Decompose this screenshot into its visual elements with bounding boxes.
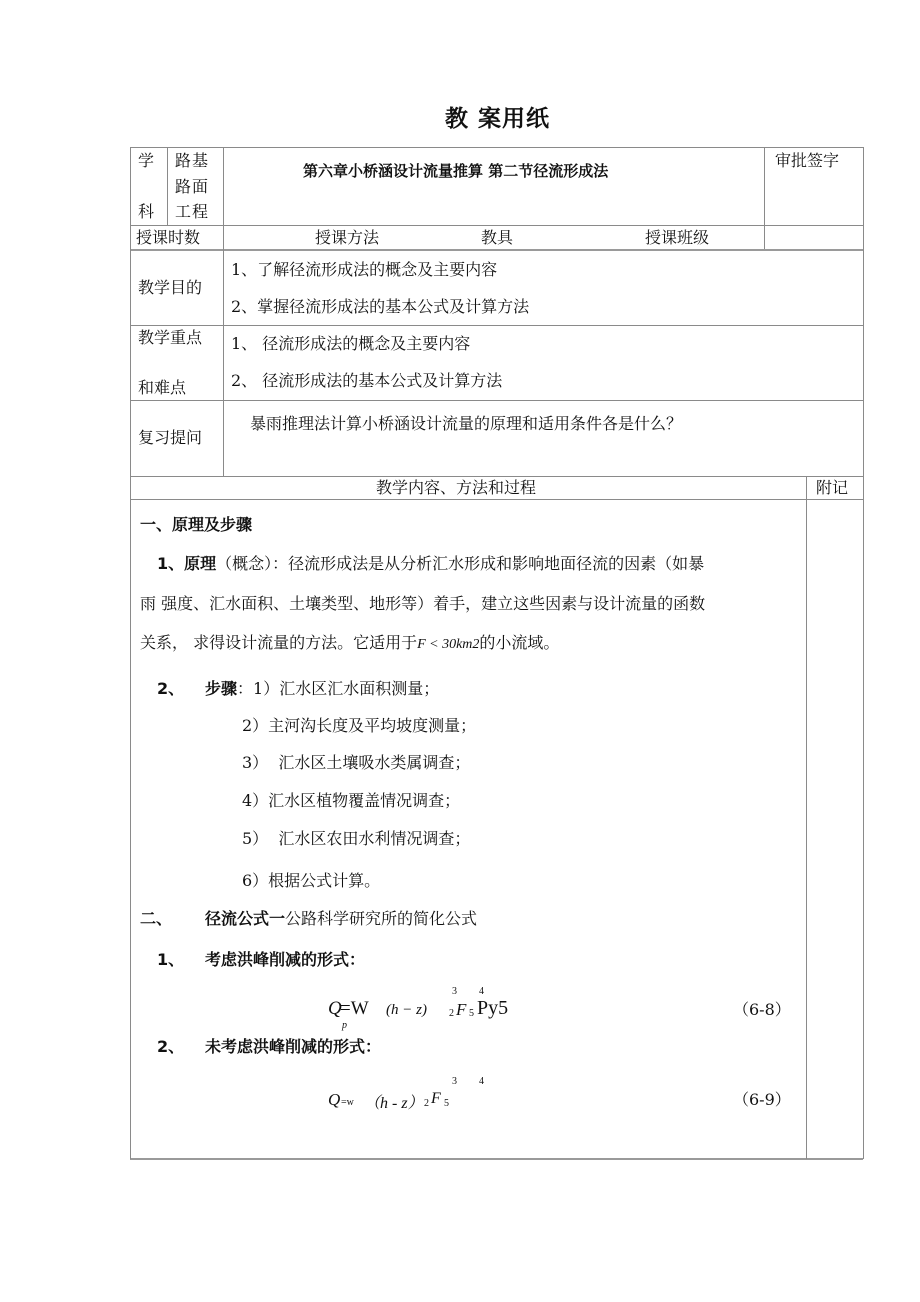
formula2-h-minus-z: （h - z）	[364, 1095, 424, 1112]
principle-text-3a: 关系， 求得设计流量的方法。它适用于	[140, 633, 418, 652]
keypoints-label-bottom: 和难点	[138, 378, 187, 397]
subject-value-line-2: 路面	[175, 177, 210, 196]
steps-num: 2、	[157, 679, 185, 698]
principle-text-1: （概念）：径流形成法是从分析汇水形成和影响地面径流的因素（如暴	[216, 554, 705, 573]
formula-sup-4: 4	[479, 986, 484, 997]
formula-sup-3: 3	[452, 986, 457, 997]
keypoints-label-top: 教学重点	[138, 328, 203, 347]
lesson-topic: 第六章小桥涵设计流量推算 第二节径流形成法	[303, 162, 609, 180]
row-divider-content	[130, 499, 863, 500]
section2-title	[205, 909, 477, 929]
section2-num: 二、	[140, 909, 173, 928]
principle-line-1	[157, 554, 704, 574]
class-label: 授课班级	[645, 228, 710, 247]
formula2-sup-3: 3	[452, 1076, 457, 1087]
formula-subscript-p: p	[342, 1020, 347, 1031]
subject-value-line-3: 工程	[175, 202, 210, 221]
objective-item-2: 2、掌握径流形成法的基本公式及计算方法	[231, 297, 530, 316]
row-divider-keypoints	[130, 325, 863, 326]
review-question: 暴雨推理法计算小桥涵设计流量的原理和适用条件各是什么？	[250, 414, 683, 433]
formula-h-minus-z: (h − z)	[386, 1002, 427, 1018]
section2-bold: 径流公式一	[205, 909, 286, 928]
step-4: 4）汇水区植物覆盖情况调查；	[242, 791, 461, 810]
principle-text-3b: 的小流域。	[479, 633, 560, 652]
row-divider-info	[130, 225, 863, 226]
col-divider-approval	[764, 147, 765, 249]
col-divider-label	[223, 147, 224, 476]
objective-item-1: 1、了解径流形成法的概念及主要内容	[231, 260, 498, 279]
form2-title: 未考虑洪峰削减的形式：	[205, 1037, 382, 1056]
step-2: 2）主河沟长度及平均坡度测量；	[242, 716, 477, 735]
keypoint-item-1: 1、 径流形成法的概念及主要内容	[231, 334, 471, 353]
method-label: 授课方法	[315, 228, 380, 247]
formula-py5: Py5	[477, 997, 509, 1019]
subject-label-bottom: 科	[138, 202, 155, 221]
col-divider-notes	[806, 476, 807, 1159]
form1-title: 考虑洪峰削减的形式：	[205, 950, 366, 969]
row-divider-content-header	[130, 476, 863, 477]
review-label: 复习提问	[138, 428, 203, 447]
table-border-left	[130, 147, 131, 1159]
table-border-bottom	[130, 1158, 863, 1160]
section2-rest: 公路科学研究所的简化公式	[285, 909, 478, 928]
table-border-top	[130, 147, 863, 148]
approval-label: 审批签字	[775, 151, 840, 170]
hours-label: 授课时数	[136, 228, 201, 247]
area-condition-math: F < 30km2	[417, 637, 480, 652]
content-header-label: 教学内容、方法和过程	[376, 478, 537, 497]
section1-title: 一、原理及步骤	[140, 515, 253, 534]
step-1: ：1）汇水区汇水面积测量；	[237, 679, 440, 698]
notes-label: 附记	[816, 478, 849, 497]
step-3: 3） 汇水区土壤吸水类属调查；	[242, 753, 471, 772]
table-border-right	[863, 147, 864, 1159]
principle-num: 1、	[157, 554, 185, 573]
subject-value-line-1: 路基	[175, 151, 210, 170]
formula2-eq-w: =w	[341, 1097, 354, 1108]
steps-bold: 步骤	[205, 679, 238, 698]
tools-label: 教具	[481, 228, 514, 247]
principle-line-3	[140, 633, 559, 655]
principle-bold: 原理	[184, 554, 217, 573]
formula-q: Q	[328, 998, 342, 1019]
formula-6-9	[328, 1076, 528, 1116]
form1-num: 1、	[157, 950, 185, 969]
step-6: 6）根据公式计算。	[242, 871, 381, 890]
step-5: 5） 汇水区农田水利情况调查；	[242, 829, 471, 848]
formula2-q: Q	[328, 1090, 341, 1109]
formula2-sub-5: 5	[444, 1098, 449, 1109]
row-divider-review	[130, 400, 863, 401]
col-divider-subject	[167, 147, 168, 225]
steps-line-1	[205, 679, 439, 699]
formula-sub-5: 5	[469, 1008, 474, 1019]
formula-6-8	[328, 986, 528, 1032]
formula2-f: F	[431, 1090, 441, 1107]
formula2-sup-4: 4	[479, 1076, 484, 1087]
formula-6-9-label: （6-9）	[733, 1090, 791, 1109]
keypoint-item-2: 2、 径流形成法的基本公式及计算方法	[231, 371, 503, 390]
row-divider-objectives	[130, 249, 863, 251]
subject-label-top: 学	[138, 151, 155, 170]
objectives-label: 教学目的	[138, 278, 203, 297]
formula-6-8-label: （6-8）	[733, 1000, 791, 1019]
formula-f: F	[456, 1000, 467, 1019]
page-title: 教 案用纸	[444, 106, 550, 132]
formula2-sub-2: 2	[424, 1098, 429, 1109]
formula-sub-2: 2	[449, 1008, 454, 1019]
principle-line-2: 雨 强度、汇水面积、土壤类型、地形等）着手，建立这些因素与设计流量的函数	[140, 594, 706, 613]
formula-eq-w: =W	[340, 998, 369, 1019]
form2-num: 2、	[157, 1037, 185, 1056]
